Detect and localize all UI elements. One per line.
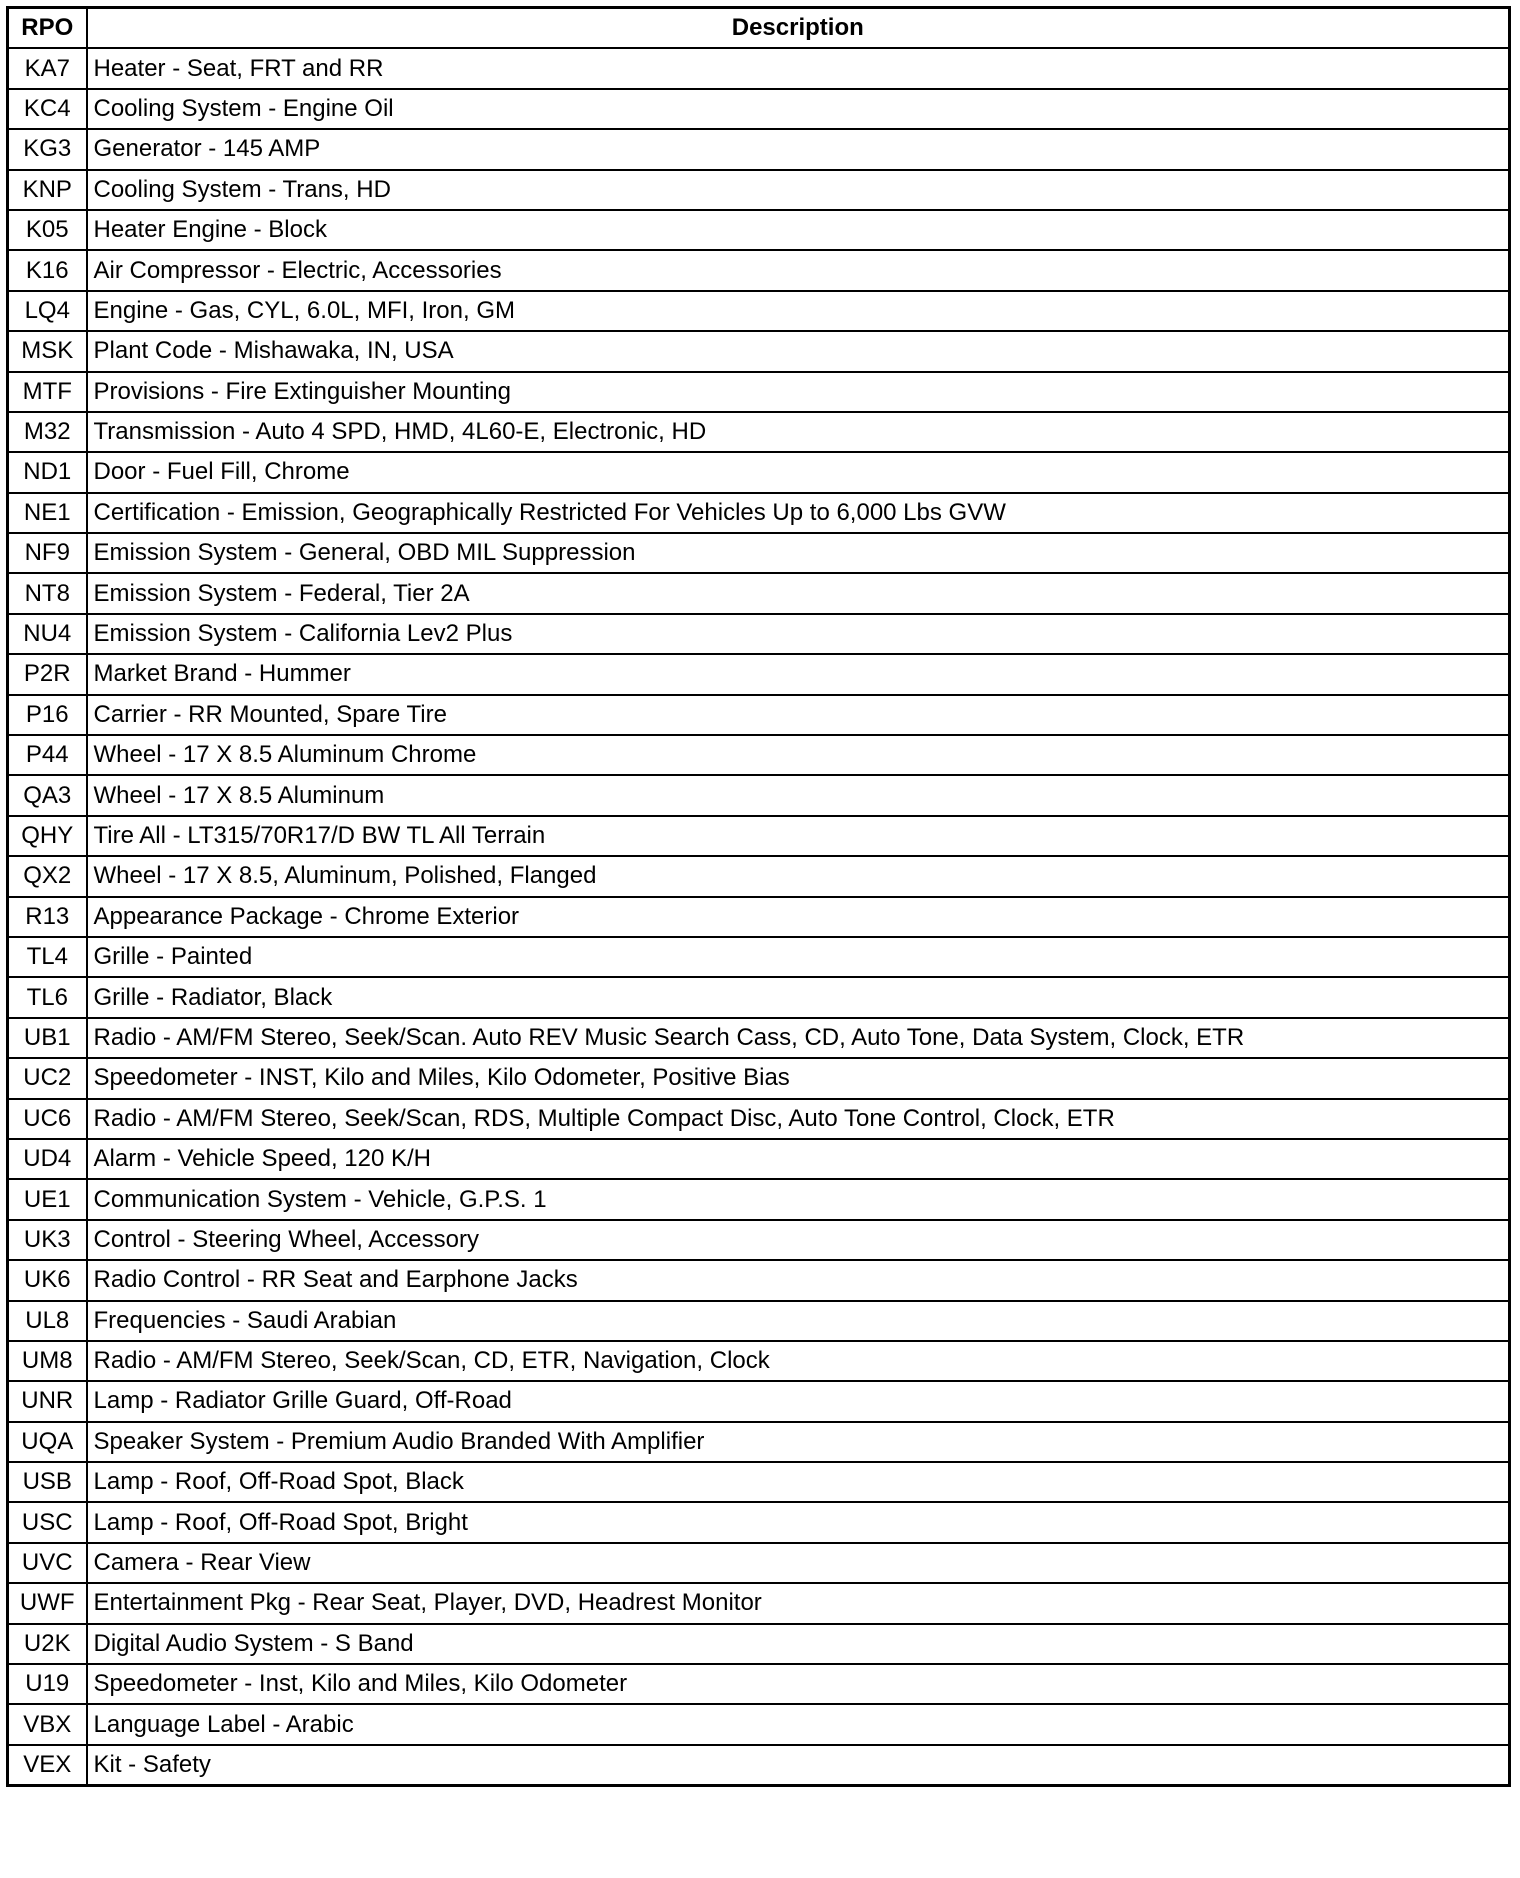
table-row xyxy=(8,1704,1510,1744)
rpo-code-cell: VEX xyxy=(8,1745,87,1786)
rpo-code-cell: USB xyxy=(8,1462,87,1502)
rpo-code-cell: K16 xyxy=(8,250,87,290)
rpo-code-cell: NT8 xyxy=(8,573,87,613)
rpo-code-cell: U2K xyxy=(8,1624,87,1664)
rpo-code-cell: TL4 xyxy=(8,937,87,977)
description-cell: Digital Audio System - S Band xyxy=(87,1624,1510,1664)
table-row xyxy=(8,937,1510,977)
table-row xyxy=(8,1341,1510,1381)
table-row xyxy=(8,775,1510,815)
table-row xyxy=(8,250,1510,290)
table-row xyxy=(8,1139,1510,1179)
rpo-code-cell: P16 xyxy=(8,695,87,735)
rpo-code-cell: P44 xyxy=(8,735,87,775)
table-row xyxy=(8,1018,1510,1058)
table-row xyxy=(8,695,1510,735)
rpo-code-cell: QA3 xyxy=(8,775,87,815)
rpo-code-cell: UL8 xyxy=(8,1301,87,1341)
description-cell: Engine - Gas, CYL, 6.0L, MFI, Iron, GM xyxy=(87,291,1510,331)
description-cell: Grille - Radiator, Black xyxy=(87,977,1510,1017)
rpo-code-cell: QHY xyxy=(8,816,87,856)
description-cell: Heater Engine - Block xyxy=(87,210,1510,250)
description-cell: Heater - Seat, FRT and RR xyxy=(87,48,1510,88)
description-cell: Entertainment Pkg - Rear Seat, Player, DVD, Headrest Monitor xyxy=(87,1583,1510,1623)
rpo-code-cell: UD4 xyxy=(8,1139,87,1179)
table-body xyxy=(8,48,1510,1785)
rpo-code-cell: R13 xyxy=(8,897,87,937)
rpo-code-cell: P2R xyxy=(8,654,87,694)
rpo-code-cell: UE1 xyxy=(8,1179,87,1219)
description-cell: Communication System - Vehicle, G.P.S. 1 xyxy=(87,1179,1510,1219)
description-cell: Radio - AM/FM Stereo, Seek/Scan, RDS, Multiple Compact Disc, Auto Tone Control, Clock, ETR xyxy=(87,1099,1510,1139)
table-row xyxy=(8,614,1510,654)
description-cell: Radio - AM/FM Stereo, Seek/Scan. Auto REV Music Search Cass, CD, Auto Tone, Data System, Clock, ETR xyxy=(87,1018,1510,1058)
rpo-code-cell: NU4 xyxy=(8,614,87,654)
rpo-code-cell: KG3 xyxy=(8,129,87,169)
description-cell: Radio Control - RR Seat and Earphone Jacks xyxy=(87,1260,1510,1300)
description-cell: Language Label - Arabic xyxy=(87,1704,1510,1744)
description-cell: Carrier - RR Mounted, Spare Tire xyxy=(87,695,1510,735)
rpo-code-cell: KC4 xyxy=(8,89,87,129)
rpo-code-cell: UWF xyxy=(8,1583,87,1623)
description-cell: Appearance Package - Chrome Exterior xyxy=(87,897,1510,937)
header-description: Description xyxy=(87,8,1510,49)
table-row xyxy=(8,1099,1510,1139)
rpo-code-cell: K05 xyxy=(8,210,87,250)
description-cell: Speedometer - Inst, Kilo and Miles, Kilo Odometer xyxy=(87,1664,1510,1704)
table-row xyxy=(8,1543,1510,1583)
table-row xyxy=(8,170,1510,210)
rpo-code-cell: UVC xyxy=(8,1543,87,1583)
rpo-code-cell: TL6 xyxy=(8,977,87,1017)
table-row xyxy=(8,573,1510,613)
table-row xyxy=(8,1260,1510,1300)
description-cell: Tire All - LT315/70R17/D BW TL All Terrain xyxy=(87,816,1510,856)
description-cell: Speedometer - INST, Kilo and Miles, Kilo Odometer, Positive Bias xyxy=(87,1058,1510,1098)
table-header-row xyxy=(8,8,1510,49)
description-cell: Kit - Safety xyxy=(87,1745,1510,1786)
rpo-code-cell: KNP xyxy=(8,170,87,210)
rpo-code-cell: USC xyxy=(8,1502,87,1542)
rpo-code-cell: UK6 xyxy=(8,1260,87,1300)
table-row xyxy=(8,493,1510,533)
table-row xyxy=(8,452,1510,492)
description-cell: Provisions - Fire Extinguisher Mounting xyxy=(87,372,1510,412)
table-row xyxy=(8,1624,1510,1664)
description-cell: Alarm - Vehicle Speed, 120 K/H xyxy=(87,1139,1510,1179)
description-cell: Radio - AM/FM Stereo, Seek/Scan, CD, ETR, Navigation, Clock xyxy=(87,1341,1510,1381)
table-row xyxy=(8,816,1510,856)
table-row xyxy=(8,1422,1510,1462)
rpo-code-cell: ND1 xyxy=(8,452,87,492)
description-cell: Wheel - 17 X 8.5 Aluminum Chrome xyxy=(87,735,1510,775)
description-cell: Grille - Painted xyxy=(87,937,1510,977)
header-rpo: RPO xyxy=(8,8,87,49)
rpo-code-cell: NF9 xyxy=(8,533,87,573)
rpo-code-cell: UC6 xyxy=(8,1099,87,1139)
description-cell: Air Compressor - Electric, Accessories xyxy=(87,250,1510,290)
table-row xyxy=(8,210,1510,250)
rpo-code-cell: UNR xyxy=(8,1381,87,1421)
rpo-table xyxy=(6,6,1511,1787)
table-row xyxy=(8,1301,1510,1341)
table-row xyxy=(8,897,1510,937)
description-cell: Transmission - Auto 4 SPD, HMD, 4L60-E, Electronic, HD xyxy=(87,412,1510,452)
rpo-code-cell: KA7 xyxy=(8,48,87,88)
table-row xyxy=(8,372,1510,412)
description-cell: Cooling System - Engine Oil xyxy=(87,89,1510,129)
rpo-code-cell: UQA xyxy=(8,1422,87,1462)
description-cell: Plant Code - Mishawaka, IN, USA xyxy=(87,331,1510,371)
description-cell: Emission System - General, OBD MIL Suppression xyxy=(87,533,1510,573)
description-cell: Camera - Rear View xyxy=(87,1543,1510,1583)
description-cell: Wheel - 17 X 8.5, Aluminum, Polished, Flanged xyxy=(87,856,1510,896)
description-cell: Lamp - Roof, Off-Road Spot, Black xyxy=(87,1462,1510,1502)
description-cell: Control - Steering Wheel, Accessory xyxy=(87,1220,1510,1260)
rpo-code-cell: UB1 xyxy=(8,1018,87,1058)
table-row xyxy=(8,1058,1510,1098)
rpo-code-cell: M32 xyxy=(8,412,87,452)
table-row xyxy=(8,533,1510,573)
rpo-code-cell: UC2 xyxy=(8,1058,87,1098)
description-cell: Cooling System - Trans, HD xyxy=(87,170,1510,210)
table-row xyxy=(8,1664,1510,1704)
description-cell: Market Brand - Hummer xyxy=(87,654,1510,694)
table-row xyxy=(8,977,1510,1017)
description-cell: Emission System - Federal, Tier 2A xyxy=(87,573,1510,613)
description-cell: Door - Fuel Fill, Chrome xyxy=(87,452,1510,492)
table-row xyxy=(8,856,1510,896)
rpo-code-cell: NE1 xyxy=(8,493,87,533)
table-row xyxy=(8,1462,1510,1502)
table-row xyxy=(8,291,1510,331)
rpo-code-cell: UM8 xyxy=(8,1341,87,1381)
rpo-code-cell: UK3 xyxy=(8,1220,87,1260)
rpo-code-cell: U19 xyxy=(8,1664,87,1704)
table-row xyxy=(8,48,1510,88)
table-row xyxy=(8,1179,1510,1219)
table-row xyxy=(8,412,1510,452)
table-row xyxy=(8,735,1510,775)
rpo-code-cell: QX2 xyxy=(8,856,87,896)
rpo-code-cell: LQ4 xyxy=(8,291,87,331)
table-row xyxy=(8,1745,1510,1786)
rpo-code-cell: VBX xyxy=(8,1704,87,1744)
table-row xyxy=(8,654,1510,694)
table-row xyxy=(8,89,1510,129)
rpo-code-cell: MSK xyxy=(8,331,87,371)
description-cell: Emission System - California Lev2 Plus xyxy=(87,614,1510,654)
description-cell: Wheel - 17 X 8.5 Aluminum xyxy=(87,775,1510,815)
description-cell: Lamp - Roof, Off-Road Spot, Bright xyxy=(87,1502,1510,1542)
rpo-code-cell: MTF xyxy=(8,372,87,412)
table-row xyxy=(8,1583,1510,1623)
description-cell: Speaker System - Premium Audio Branded With Amplifier xyxy=(87,1422,1510,1462)
table-row xyxy=(8,1502,1510,1542)
table-row xyxy=(8,129,1510,169)
description-cell: Generator - 145 AMP xyxy=(87,129,1510,169)
table-row xyxy=(8,331,1510,371)
description-cell: Certification - Emission, Geographically Restricted For Vehicles Up to 6,000 Lbs GVW xyxy=(87,493,1510,533)
description-cell: Frequencies - Saudi Arabian xyxy=(87,1301,1510,1341)
table-row xyxy=(8,1220,1510,1260)
table-row xyxy=(8,1381,1510,1421)
description-cell: Lamp - Radiator Grille Guard, Off-Road xyxy=(87,1381,1510,1421)
